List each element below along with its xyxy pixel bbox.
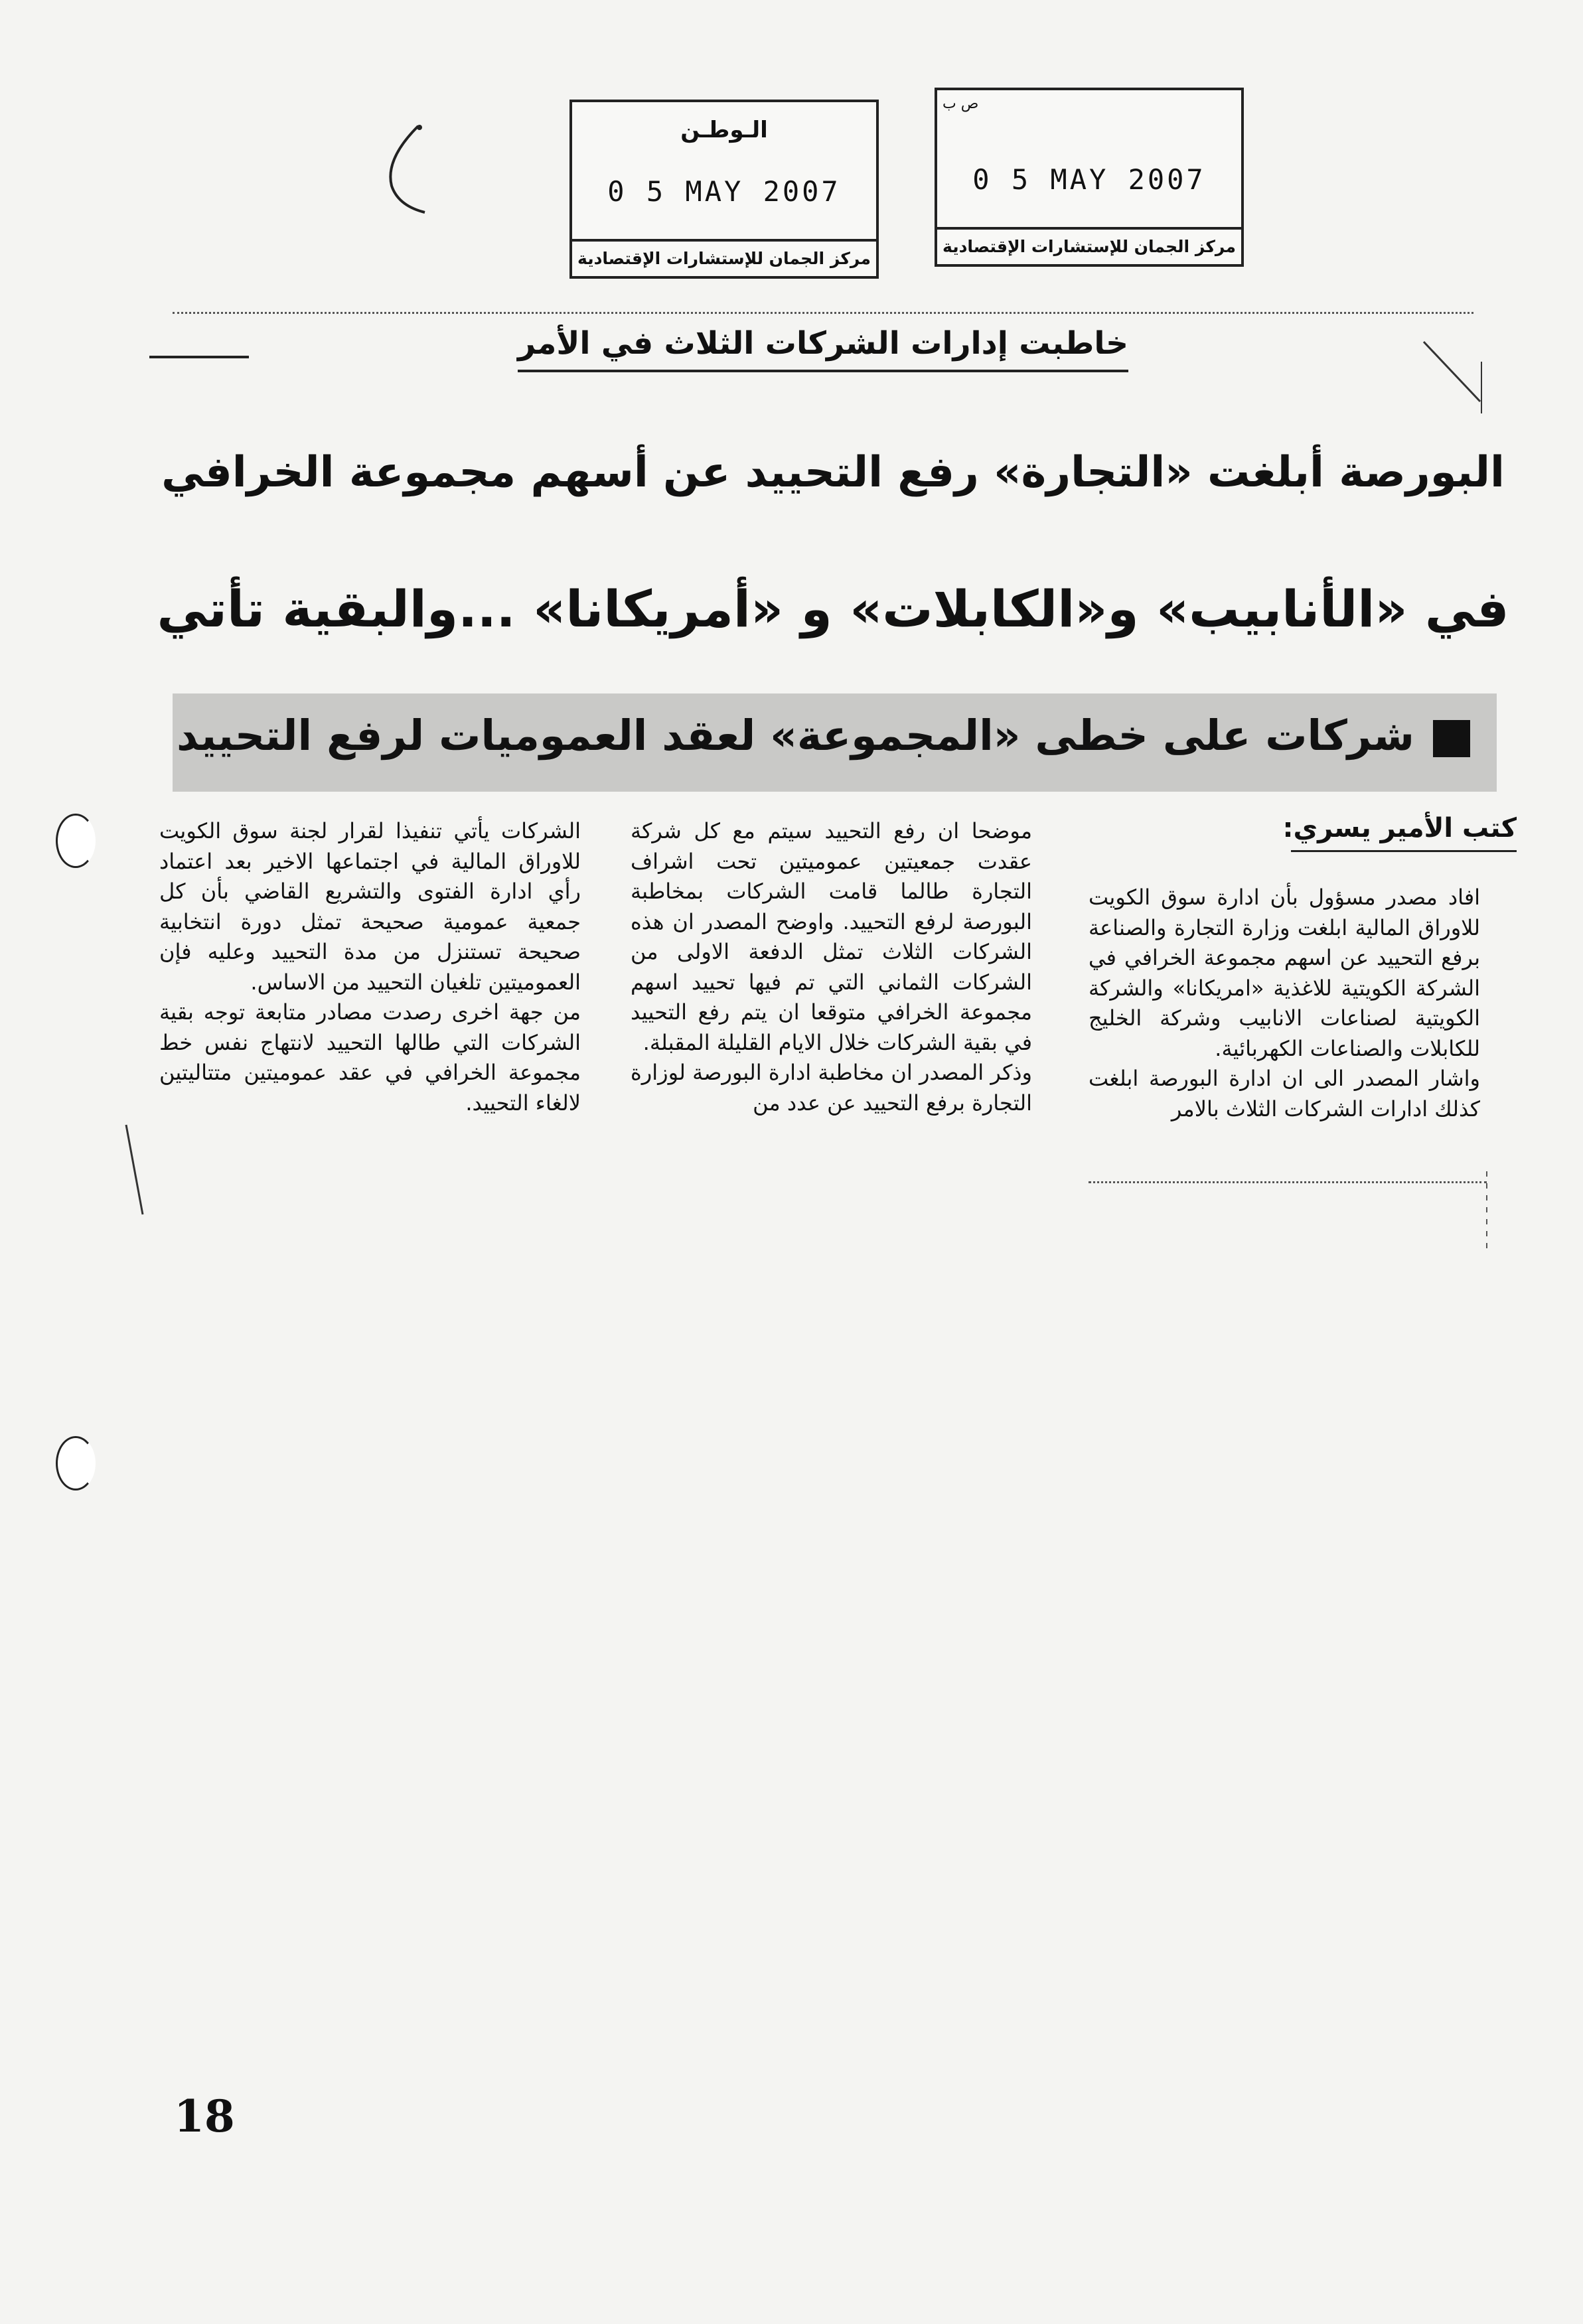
paragraph: واشار المصدر الى ان ادارة البورصة ابلغت كذلك ادارات الشركات الثلاث بالامر	[1089, 1066, 1480, 1122]
article-subhead	[173, 711, 1470, 760]
headline-line-2: في «الأنابيب» و«الكابلات» و «أمريكانا» ...والبقية تأتي	[157, 579, 1509, 638]
right-edge-slash-mark	[1420, 335, 1487, 415]
page-number: 18	[174, 2090, 235, 2142]
bullet-square-icon	[1433, 720, 1470, 757]
paragraph: افاد مصدر مسؤول بأن ادارة سوق الكويت للاوراق المالية ابلغت وزارة التجارة والصناعة برفع التحييد عن اسهم مجموعة الخرافي في الشركة الكويتية للاغذية «امريكانا» والشركة الكويتية لصناعات الانابيب وشركة الخليج للكابلات والصناعات الكهربائية.	[1089, 885, 1480, 1061]
stamp-footer: مركز الجمان للإستشارات الإقتصادية	[937, 227, 1241, 264]
left-margin-mark	[123, 1122, 149, 1221]
stamp-footer: مركز الجمان للإستشارات الإقتصادية	[572, 239, 876, 276]
article-kicker: خاطبت إدارات الشركات الثلاث في الأمر	[518, 325, 1128, 372]
article-column-3	[159, 816, 581, 1118]
headline-line-1: البورصة أبلغت «التجارة» رفع التحييد عن أسهم مجموعة الخرافي	[161, 448, 1505, 497]
article-column-1	[1089, 883, 1480, 1124]
paragraph: الشركات يأتي تنفيذا لقرار لجنة سوق الكويت للاوراق المالية في اجتماعها الاخير بعد اعتماد رأي ادارة الفتوى والتشريع القاضي بأن كل جمعية عمومية صحيحة تمثل دورة انتخابية صحيحة تستنزل من مدة التحييد وعليه فإن العموميتين تلغيان التحييد من الاساس.	[159, 818, 581, 995]
handwritten-mark-icon	[378, 119, 431, 219]
stamp-newspaper-logo: الـوطـن	[680, 117, 768, 143]
article-byline: كتب الأمير يسري:	[1291, 813, 1517, 852]
punch-hole-lower	[56, 1436, 96, 1490]
paragraph: موضحا ان رفع التحييد سيتم مع كل شركة عقدت جمعيتين عموميتين تحت اشراف التجارة طالما قامت الشركات بمخاطبة البورصة لرفع التحييد. واوضح المصدر ان هذه الشركات الثلاث تمثل الدفعة الاولى من الشركات الثماني التي تم فيها تحييد اسهم مجموعة الخرافي متوقعا ان يتم رفع التحييد في بقية الشركات خلال الايام القليلة المقبلة.	[631, 818, 1032, 1055]
stamp-date: 0 5 MAY 2007	[972, 163, 1206, 196]
subhead-text: شركات على خطى «المجموعة» لعقد العموميات لرفع التحييد	[176, 711, 1414, 760]
stamp-date: 0 5 MAY 2007	[607, 175, 841, 208]
paragraph: وذكر المصدر ان مخاطبة ادارة البورصة لوزارة التجارة برفع التحييد عن عدد من	[631, 1060, 1032, 1116]
bottom-dotted-border	[1089, 1181, 1487, 1183]
paragraph: من جهة اخرى رصدت مصادر متابعة توجه بقية الشركات التي طالها التحييد لانتهاج نفس خط مجموعة الخرافي في عقد عموميتين متتاليتين لالغاء التحييد.	[159, 999, 581, 1116]
received-stamp-second	[935, 88, 1244, 267]
received-stamp-alwatan	[569, 100, 879, 279]
left-edge-dash	[149, 356, 249, 358]
punch-hole-upper	[56, 814, 96, 868]
stamp-corner-mark: ص ب	[942, 96, 979, 112]
article-column-2	[631, 816, 1032, 1118]
right-margin-mark	[1477, 1168, 1497, 1261]
top-dotted-border	[173, 312, 1473, 314]
